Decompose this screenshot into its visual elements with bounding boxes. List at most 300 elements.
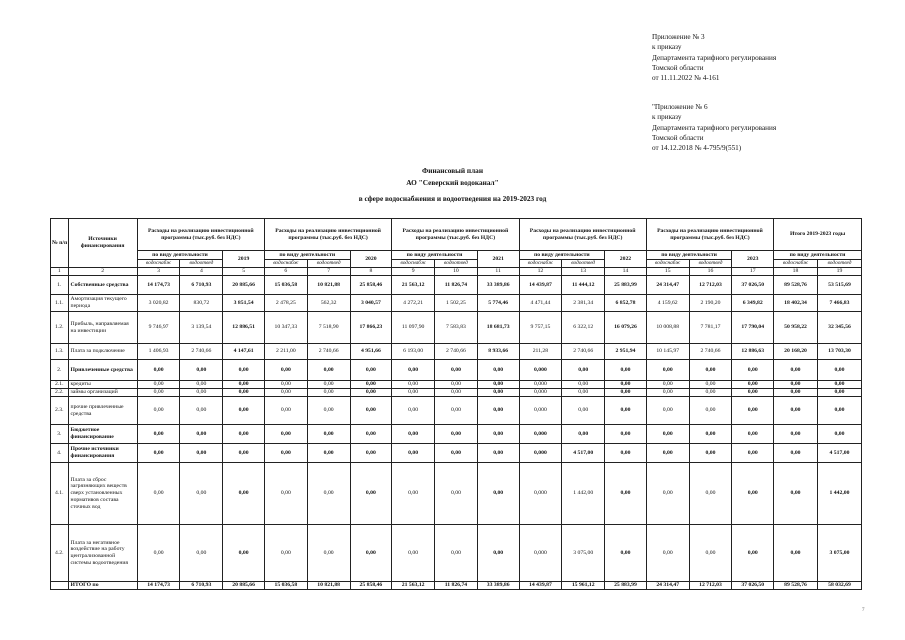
value-cell: 1 502,25	[435, 295, 478, 312]
value-cell: 0,00	[774, 463, 818, 525]
value-cell: 2 211,00	[264, 344, 307, 360]
value-cell: 0,00	[392, 525, 435, 582]
group-header-2020: Расходы на реализацию инвестиционной программы (тыс.руб. без НДС)	[264, 219, 391, 251]
value-cell: 0,00	[264, 425, 307, 444]
table-row	[51, 295, 862, 312]
value-cell: 0,000	[519, 425, 562, 444]
value-cell: 0,00	[264, 397, 307, 425]
value-cell: 0,00	[646, 397, 689, 425]
row-number: 1.	[51, 276, 69, 295]
value-cell: 11 444,12	[562, 276, 605, 295]
value-cell: 20 885,66	[223, 582, 265, 590]
row-label: Плата за сброс загрязняющих веществ сверх установленных нормативов состава сточных вод	[68, 463, 137, 525]
appendix-old-line: Департамента тарифного регулирования	[652, 123, 777, 132]
value-cell: 0,00	[180, 381, 223, 389]
value-cell: 25 883,99	[605, 582, 647, 590]
water-disposal-header: водоотвед	[562, 260, 605, 268]
value-cell: 0,00	[562, 425, 605, 444]
year-header: 2019	[223, 251, 265, 268]
value-cell: 17 790,04	[732, 312, 774, 344]
appendix-old-line: Томской области	[652, 133, 704, 142]
value-cell: 2 478,25	[264, 295, 307, 312]
value-cell: 0,00	[264, 525, 307, 582]
value-cell: 10 821,88	[307, 582, 350, 590]
value-cell: 10 145,97	[646, 344, 689, 360]
value-cell: 15 036,58	[264, 582, 307, 590]
value-cell: 25 858,46	[350, 582, 392, 590]
row-label: Привлеченные средства	[68, 360, 137, 381]
value-cell: 211,28	[519, 344, 562, 360]
by-activity-header: по виду деятельности	[519, 251, 605, 260]
value-cell: 2 740,66	[307, 344, 350, 360]
appendix-new-line: Департамента тарифного регулирования	[652, 53, 777, 62]
water-supply-header: водоснабж	[392, 260, 435, 268]
value-cell: 0,00	[392, 397, 435, 425]
value-cell: 6 322,12	[562, 312, 605, 344]
value-cell: 0,00	[732, 360, 774, 381]
document-subtitle: в сфере водоснабжения и водоотведения на 2019-2023 год	[358, 194, 547, 203]
value-cell: 0,00	[774, 397, 818, 425]
value-cell: 89 528,76	[774, 582, 818, 590]
company-name: АО "Северский водоканал"	[406, 178, 499, 187]
value-cell: 0,00	[350, 525, 392, 582]
group-header-2022: Расходы на реализацию инвестиционной программы (тыс.руб. без НДС)	[519, 219, 646, 251]
column-number: 7	[307, 268, 350, 276]
value-cell: 15 961,12	[562, 582, 605, 590]
value-cell: 13 703,30	[817, 344, 861, 360]
value-cell: 2 190,20	[689, 295, 732, 312]
table-row	[51, 425, 862, 444]
col-source-header: Источники финансирования	[68, 219, 137, 268]
value-cell: 0,00	[774, 444, 818, 463]
appendix-new-line: от 11.11.2022 № 4-161	[652, 74, 720, 83]
value-cell: 0,00	[689, 389, 732, 397]
value-cell: 0,00	[646, 444, 689, 463]
value-cell: 0,00	[137, 444, 180, 463]
value-cell: 6 349,82	[732, 295, 774, 312]
water-supply-header: водоснабж	[519, 260, 562, 268]
value-cell: 12 712,03	[689, 276, 732, 295]
table-row	[51, 525, 862, 582]
value-cell: 14 174,73	[137, 582, 180, 590]
row-number: 1.3.	[51, 344, 69, 360]
column-number: 5	[223, 268, 265, 276]
value-cell: 3 075,00	[562, 525, 605, 582]
value-cell: 89 528,76	[774, 276, 818, 295]
value-cell: 0,00	[137, 381, 180, 389]
value-cell: 10 347,33	[264, 312, 307, 344]
value-cell: 33 389,86	[477, 582, 519, 590]
value-cell: 10 821,88	[307, 276, 350, 295]
value-cell: 0,000	[519, 525, 562, 582]
value-cell: 6 193,00	[392, 344, 435, 360]
row-label: Собственные средства	[68, 276, 137, 295]
column-number: 10	[435, 268, 478, 276]
table-row	[51, 389, 862, 397]
value-cell: 0,00	[605, 425, 647, 444]
value-cell: 8 933,66	[477, 344, 519, 360]
water-disposal-header: водоотвед	[180, 260, 223, 268]
value-cell: 3 139,54	[180, 312, 223, 344]
header-row-groups	[51, 219, 862, 251]
value-cell: 0,00	[137, 525, 180, 582]
table-row	[51, 381, 862, 389]
value-cell: 7 518,90	[307, 312, 350, 344]
value-cell: 14 439,87	[519, 582, 562, 590]
value-cell: 0,00	[307, 397, 350, 425]
value-cell: 0,00	[137, 425, 180, 444]
table-row	[51, 360, 862, 381]
value-cell: 12 886,63	[732, 344, 774, 360]
appendix-new-line: Томской области	[652, 63, 704, 72]
appendix-new-line: к приказу	[652, 43, 682, 52]
column-number: 4	[180, 268, 223, 276]
value-cell: 6 710,93	[180, 276, 223, 295]
by-activity-header: по виду деятельности	[392, 251, 478, 260]
value-cell: 3 020,82	[137, 295, 180, 312]
row-label: Бюджетное финансирование	[68, 425, 137, 444]
value-cell: 12 886,51	[223, 312, 265, 344]
value-cell: 0,00	[689, 525, 732, 582]
value-cell: 0,00	[223, 444, 265, 463]
column-number: 6	[264, 268, 307, 276]
value-cell: 0,00	[435, 397, 478, 425]
appendix-header-new	[652, 32, 776, 83]
value-cell: 50 958,22	[774, 312, 818, 344]
value-cell: 0,00	[732, 425, 774, 444]
value-cell: 0,00	[435, 381, 478, 389]
value-cell: 0,00	[732, 525, 774, 582]
value-cell: 0,00	[646, 425, 689, 444]
value-cell: 25 883,99	[605, 276, 647, 295]
year-header: 2022	[605, 251, 647, 268]
column-number: 3	[137, 268, 180, 276]
value-cell: 0,00	[392, 444, 435, 463]
value-cell: 0,00	[392, 389, 435, 397]
value-cell: 0,00	[477, 360, 519, 381]
row-number: 2.	[51, 360, 69, 381]
value-cell: 0,00	[435, 444, 478, 463]
value-cell: 4 147,61	[223, 344, 265, 360]
table-row	[51, 312, 862, 344]
value-cell: 0,00	[223, 525, 265, 582]
value-cell: 0,00	[307, 381, 350, 389]
value-cell: 17 866,23	[350, 312, 392, 344]
value-cell: 0,00	[180, 525, 223, 582]
value-cell: 11 097,90	[392, 312, 435, 344]
value-cell: 0,00	[350, 360, 392, 381]
table-row	[51, 344, 862, 360]
value-cell: 0,00	[689, 397, 732, 425]
value-cell: 58 032,69	[817, 582, 861, 590]
value-cell: 0,00	[264, 360, 307, 381]
value-cell: 1 442,00	[817, 463, 861, 525]
value-cell: 9 757,15	[519, 312, 562, 344]
value-cell: 0,00	[477, 425, 519, 444]
value-cell: 0,00	[732, 397, 774, 425]
value-cell: 0,00	[264, 389, 307, 397]
value-cell: 0,00	[223, 389, 265, 397]
total-header: Итого 2019-2023 годы	[774, 219, 862, 251]
value-cell: 0,00	[435, 360, 478, 381]
value-cell: 4 517,00	[817, 444, 861, 463]
value-cell: 7 466,83	[817, 295, 861, 312]
water-disposal-header: водоотвед	[307, 260, 350, 268]
value-cell: 0,00	[350, 389, 392, 397]
value-cell: 0,00	[223, 381, 265, 389]
value-cell: 53 515,69	[817, 276, 861, 295]
table-body	[51, 276, 862, 590]
header-row-column-numbers	[51, 268, 862, 276]
column-number: 12	[519, 268, 562, 276]
value-cell: 2 740,66	[689, 344, 732, 360]
value-cell: 0,00	[817, 381, 861, 389]
value-cell: 0,00	[689, 463, 732, 525]
value-cell: 0,00	[646, 389, 689, 397]
value-cell: 12 712,03	[689, 582, 732, 590]
value-cell: 0,00	[732, 381, 774, 389]
value-cell: 0,00	[817, 389, 861, 397]
water-supply-header: водоснабж	[137, 260, 180, 268]
value-cell: 0,00	[605, 463, 647, 525]
column-number: 11	[477, 268, 519, 276]
value-cell: 0,00	[223, 425, 265, 444]
value-cell: 37 026,50	[732, 582, 774, 590]
value-cell: 0,00	[605, 360, 647, 381]
value-cell: 6 710,93	[180, 582, 223, 590]
value-cell: 562,32	[307, 295, 350, 312]
column-number: 14	[605, 268, 647, 276]
value-cell: 0,00	[817, 360, 861, 381]
row-number: 2.1.	[51, 381, 69, 389]
row-number: 3.	[51, 425, 69, 444]
value-cell: 0,00	[435, 389, 478, 397]
value-cell: 0,00	[646, 381, 689, 389]
value-cell: 9 746,97	[137, 312, 180, 344]
value-cell: 0,00	[350, 425, 392, 444]
column-number: 2	[68, 268, 137, 276]
appendix-old-line: от 14.12.2018 № 4-795/9(551)	[652, 144, 742, 153]
value-cell: 1 406,93	[137, 344, 180, 360]
value-cell: 0,00	[774, 360, 818, 381]
column-number: 16	[689, 268, 732, 276]
value-cell: 2 740,66	[180, 344, 223, 360]
column-number: 13	[562, 268, 605, 276]
value-cell: 0,00	[774, 425, 818, 444]
value-cell: 0,00	[477, 525, 519, 582]
value-cell: 0,00	[646, 525, 689, 582]
value-cell: 0,00	[435, 525, 478, 582]
value-cell: 18 402,34	[774, 295, 818, 312]
value-cell: 0,00	[223, 463, 265, 525]
column-number: 18	[774, 268, 818, 276]
row-number: 1.1.	[51, 295, 69, 312]
year-header: 2023	[732, 251, 774, 268]
value-cell: 0,00	[817, 397, 861, 425]
value-cell: 0,00	[477, 389, 519, 397]
value-cell: 4 517,00	[562, 444, 605, 463]
table-row	[51, 276, 862, 295]
value-cell: 0,00	[774, 389, 818, 397]
value-cell: 0,00	[689, 381, 732, 389]
value-cell: 3 851,54	[223, 295, 265, 312]
value-cell: 0,00	[264, 444, 307, 463]
value-cell: 0,00	[562, 381, 605, 389]
column-number: 1	[51, 268, 69, 276]
value-cell: 0,00	[435, 425, 478, 444]
row-number: 4.	[51, 444, 69, 463]
value-cell: 14 174,73	[137, 276, 180, 295]
value-cell: 0,000	[519, 360, 562, 381]
value-cell: 10 008,88	[646, 312, 689, 344]
value-cell: 0,00	[646, 463, 689, 525]
value-cell: 0,00	[605, 381, 647, 389]
total-water-disposal-header: водоотвед	[817, 260, 861, 268]
value-cell: 0,000	[519, 381, 562, 389]
value-cell: 0,00	[605, 389, 647, 397]
value-cell: 0,00	[137, 463, 180, 525]
total-by-activity-header: по виду деятельности	[774, 251, 862, 260]
row-label: Плата за подключение	[68, 344, 137, 360]
row-number: 4.2.	[51, 525, 69, 582]
value-cell: 5 774,46	[477, 295, 519, 312]
appendix-old-line: "Приложение № 6	[652, 103, 708, 111]
value-cell: 0,00	[350, 463, 392, 525]
water-disposal-header: водоотвед	[689, 260, 732, 268]
value-cell: 0,00	[307, 463, 350, 525]
value-cell: 20 168,20	[774, 344, 818, 360]
col-number-header: № п/п	[51, 219, 69, 268]
row-label: Амортизация текущего периода	[68, 295, 137, 312]
value-cell: 4 471,44	[519, 295, 562, 312]
value-cell: 6 852,78	[605, 295, 647, 312]
value-cell: 0,00	[392, 463, 435, 525]
column-number: 8	[350, 268, 392, 276]
value-cell: 0,000	[519, 444, 562, 463]
value-cell: 0,00	[562, 360, 605, 381]
value-cell: 0,00	[392, 425, 435, 444]
value-cell: 0,00	[180, 463, 223, 525]
value-cell: 20 885,66	[223, 276, 265, 295]
value-cell: 0,00	[137, 360, 180, 381]
value-cell: 4 951,66	[350, 344, 392, 360]
value-cell: 0,00	[562, 397, 605, 425]
value-cell: 0,00	[646, 360, 689, 381]
value-cell: 830,72	[180, 295, 223, 312]
year-header: 2021	[477, 251, 519, 268]
value-cell: 0,00	[689, 425, 732, 444]
appendix-new-line: Приложение № 3	[652, 33, 705, 41]
table-row	[51, 444, 862, 463]
value-cell: 25 858,46	[350, 276, 392, 295]
row-number: 2.3.	[51, 397, 69, 425]
value-cell: 0,00	[562, 389, 605, 397]
value-cell: 0,000	[519, 463, 562, 525]
value-cell: 0,00	[180, 444, 223, 463]
value-cell: 0,00	[264, 381, 307, 389]
row-number: 4.1.	[51, 463, 69, 525]
value-cell: 0,00	[223, 397, 265, 425]
value-cell: 0,00	[307, 360, 350, 381]
column-number: 17	[732, 268, 774, 276]
value-cell: 0,00	[307, 525, 350, 582]
document-title: Финансовый план	[421, 166, 484, 175]
group-header-2021: Расходы на реализацию инвестиционной программы (тыс.руб. без НДС)	[392, 219, 519, 251]
value-cell: 0,00	[477, 463, 519, 525]
value-cell: 0,00	[605, 397, 647, 425]
value-cell: 0,00	[180, 389, 223, 397]
water-supply-header: водоснабж	[646, 260, 689, 268]
value-cell: 21 563,12	[392, 582, 435, 590]
value-cell: 0,00	[605, 444, 647, 463]
value-cell: 1 442,00	[562, 463, 605, 525]
by-activity-header: по виду деятельности	[137, 251, 223, 260]
row-label: Прибыль, направляемая на инвестиции	[68, 312, 137, 344]
value-cell: 2 381,34	[562, 295, 605, 312]
value-cell: 0,000	[519, 397, 562, 425]
value-cell: 2 740,66	[435, 344, 478, 360]
value-cell: 0,00	[180, 360, 223, 381]
value-cell: 0,00	[350, 444, 392, 463]
row-label: ИТОГО по	[68, 582, 137, 590]
value-cell: 21 563,12	[392, 276, 435, 295]
water-supply-header: водоснабж	[264, 260, 307, 268]
water-disposal-header: водоотвед	[435, 260, 478, 268]
value-cell: 7 583,83	[435, 312, 478, 344]
column-number: 15	[646, 268, 689, 276]
value-cell: 0,00	[477, 444, 519, 463]
value-cell: 0,00	[180, 397, 223, 425]
value-cell: 33 389,86	[477, 276, 519, 295]
value-cell: 11 826,74	[435, 276, 478, 295]
row-number	[51, 582, 69, 590]
value-cell: 3 075,00	[817, 525, 861, 582]
header-row-activity	[51, 251, 862, 260]
financial-plan-table	[50, 218, 862, 590]
table-row	[51, 463, 862, 525]
value-cell: 0,00	[605, 525, 647, 582]
table-row	[51, 582, 862, 590]
column-number: 9	[392, 268, 435, 276]
value-cell: 0,00	[180, 425, 223, 444]
value-cell: 0,00	[689, 360, 732, 381]
appendix-header-old	[652, 102, 776, 153]
value-cell: 0,00	[774, 525, 818, 582]
value-cell: 11 826,74	[435, 582, 478, 590]
value-cell: 18 681,73	[477, 312, 519, 344]
page-number: 7	[862, 608, 865, 613]
value-cell: 0,00	[264, 463, 307, 525]
value-cell: 4 159,62	[646, 295, 689, 312]
value-cell: 3 040,57	[350, 295, 392, 312]
value-cell: 7 781,17	[689, 312, 732, 344]
total-water-supply-header: водоснабж	[774, 260, 818, 268]
by-activity-header: по виду деятельности	[264, 251, 350, 260]
value-cell: 0,00	[307, 425, 350, 444]
row-label: Плата за негативное воздействие на работу централизованной системы водоотведения	[68, 525, 137, 582]
row-number: 2.2.	[51, 389, 69, 397]
value-cell: 0,00	[307, 444, 350, 463]
value-cell: 2 951,94	[605, 344, 647, 360]
value-cell: 4 272,21	[392, 295, 435, 312]
table-row	[51, 397, 862, 425]
value-cell: 0,00	[392, 360, 435, 381]
row-label: займы организаций	[68, 389, 137, 397]
value-cell: 0,00	[689, 444, 732, 463]
value-cell: 37 026,50	[732, 276, 774, 295]
value-cell: 32 345,56	[817, 312, 861, 344]
value-cell: 0,00	[732, 444, 774, 463]
